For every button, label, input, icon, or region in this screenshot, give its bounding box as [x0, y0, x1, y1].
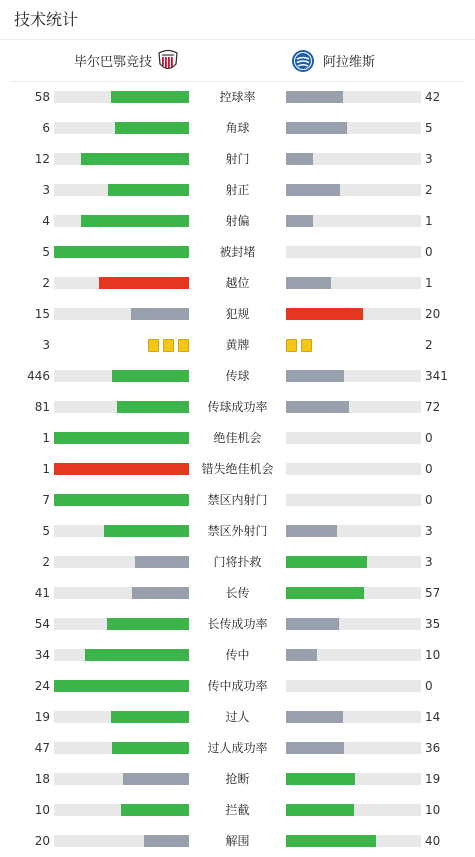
page-title: 技术统计: [0, 0, 475, 40]
home-bar-track: [54, 246, 189, 258]
stat-label: 拦截: [225, 803, 250, 817]
home-value: 4: [42, 214, 50, 228]
away-bar-track: [286, 525, 421, 537]
home-bar-fill: [144, 835, 189, 847]
home-value: 18: [34, 772, 50, 786]
stat-label: 犯规: [225, 307, 250, 321]
teams-header: [10, 40, 465, 82]
away-value: 36: [425, 741, 441, 755]
away-bar-track: [286, 463, 421, 475]
home-team[interactable]: [74, 40, 180, 81]
home-value: 10: [34, 803, 50, 817]
stat-row: [0, 361, 475, 392]
stat-row: [0, 392, 475, 423]
away-value: 3: [425, 152, 433, 166]
home-value: 47: [34, 741, 50, 755]
stat-label: 长传成功率: [207, 617, 268, 631]
home-value: 5: [42, 524, 50, 538]
home-bar-track: [54, 680, 189, 692]
stat-label: 绝佳机会: [213, 431, 262, 445]
stat-row: [0, 175, 475, 206]
away-bar-track: [286, 91, 421, 103]
home-bar-track: [54, 587, 189, 599]
away-bar-fill: [286, 587, 364, 599]
away-value: 2: [425, 183, 433, 197]
yellow-card-icon: [286, 339, 297, 352]
home-bar-track: [54, 308, 189, 320]
stat-label: 传球: [225, 369, 250, 383]
home-bar-track: [54, 277, 189, 289]
away-bar-track: [286, 370, 421, 382]
away-bar-track: [286, 308, 421, 320]
away-bar-track: [286, 432, 421, 444]
stat-row: [0, 206, 475, 237]
stat-label: 长传: [225, 586, 250, 600]
away-value: 0: [425, 431, 433, 445]
away-bar-fill: [286, 835, 376, 847]
home-bar-track: [54, 153, 189, 165]
away-team[interactable]: [291, 40, 375, 81]
stat-row: [0, 578, 475, 609]
away-value: 3: [425, 555, 433, 569]
away-bar-fill: [286, 370, 344, 382]
away-bar-fill: [286, 618, 339, 630]
away-bar-fill: [286, 525, 337, 537]
away-bar-fill: [286, 649, 317, 661]
home-value: 2: [42, 555, 50, 569]
home-bar-fill: [54, 463, 189, 475]
away-bar-track: [286, 773, 421, 785]
stat-label: 射正: [225, 183, 250, 197]
stat-label: 禁区外射门: [207, 524, 268, 538]
yellow-card-icon: [163, 339, 174, 352]
stat-label: 禁区内射门: [207, 493, 268, 507]
away-value: 57: [425, 586, 441, 600]
away-value: 19: [425, 772, 441, 786]
home-bar-fill: [121, 804, 189, 816]
home-value: 34: [34, 648, 50, 662]
away-bar-fill: [286, 184, 340, 196]
home-bar-track: [54, 525, 189, 537]
away-value: 5: [425, 121, 433, 135]
stat-label: 传球成功率: [207, 400, 268, 414]
home-value: 15: [34, 307, 50, 321]
away-bar-fill: [286, 215, 313, 227]
home-yellow-cards: [144, 339, 189, 352]
home-bar-track: [54, 556, 189, 568]
away-value: 10: [425, 803, 441, 817]
home-value: 446: [27, 369, 50, 383]
stat-label: 控球率: [219, 90, 256, 104]
stat-row: [0, 144, 475, 175]
away-bar-track: [286, 711, 421, 723]
away-value: 0: [425, 462, 433, 476]
stat-row: [0, 795, 475, 826]
home-value: 12: [34, 152, 50, 166]
home-value: 6: [42, 121, 50, 135]
away-team-name: 阿拉维斯: [323, 55, 376, 70]
stat-label: 抢断: [225, 772, 250, 786]
home-bar-fill: [123, 773, 189, 785]
away-yellow-cards: [286, 339, 316, 352]
away-bar-track: [286, 649, 421, 661]
yellow-card-icon: [148, 339, 159, 352]
stat-label: 传中成功率: [207, 679, 268, 693]
away-bar-track: [286, 680, 421, 692]
stat-row: [0, 237, 475, 268]
home-value: 19: [34, 710, 50, 724]
away-bar-track: [286, 153, 421, 165]
away-value: 1: [425, 276, 433, 290]
yellow-card-icon: [301, 339, 312, 352]
stat-label: 错失绝佳机会: [201, 462, 274, 476]
home-value: 1: [42, 431, 50, 445]
home-value: 58: [34, 90, 50, 104]
home-bar-fill: [99, 277, 189, 289]
stat-row: [0, 299, 475, 330]
stat-label: 射偏: [225, 214, 250, 228]
away-bar-fill: [286, 401, 349, 413]
home-bar-fill: [54, 680, 189, 692]
home-value: 1: [42, 462, 50, 476]
stat-label: 过人成功率: [207, 741, 268, 755]
home-bar-fill: [104, 525, 189, 537]
home-bar-track: [54, 122, 189, 134]
away-bar-fill: [286, 91, 343, 103]
stat-row: [0, 423, 475, 454]
stat-label: 黄牌: [225, 338, 250, 352]
away-bar-fill: [286, 308, 363, 320]
home-value: 41: [34, 586, 50, 600]
stat-label: 越位: [225, 276, 250, 290]
away-value: 10: [425, 648, 441, 662]
home-bar-track: [54, 804, 189, 816]
stats-list: [0, 82, 475, 857]
stat-row: [0, 516, 475, 547]
stat-label: 射门: [225, 152, 250, 166]
home-bar-fill: [85, 649, 189, 661]
away-bar-fill: [286, 556, 367, 568]
stat-row: [0, 764, 475, 795]
home-value: 3: [42, 338, 50, 352]
away-bar-fill: [286, 711, 343, 723]
stat-row: [0, 826, 475, 857]
home-bar-track: [54, 432, 189, 444]
stat-label: 角球: [225, 121, 250, 135]
away-bar-track: [286, 122, 421, 134]
home-bar-track: [54, 742, 189, 754]
stat-row: [0, 82, 475, 113]
athletic-bilbao-crest-icon: [156, 49, 180, 73]
home-value: 5: [42, 245, 50, 259]
home-value: 3: [42, 183, 50, 197]
away-bar-fill: [286, 153, 313, 165]
away-value: 35: [425, 617, 441, 631]
stat-row: [0, 330, 475, 361]
home-bar-track: [54, 494, 189, 506]
away-value: 40: [425, 834, 441, 848]
away-bar-fill: [286, 277, 331, 289]
away-bar-track: [286, 184, 421, 196]
home-bar-fill: [54, 494, 189, 506]
home-team-name: 毕尔巴鄂竞技: [73, 55, 152, 70]
home-bar-fill: [108, 184, 189, 196]
stat-row: [0, 702, 475, 733]
away-bar-track: [286, 618, 421, 630]
away-bar-track: [286, 835, 421, 847]
home-bar-track: [54, 370, 189, 382]
home-bar-track: [54, 215, 189, 227]
away-value: 14: [425, 710, 441, 724]
stat-row: [0, 485, 475, 516]
stat-label: 门将扑救: [213, 555, 262, 569]
away-value: 2: [425, 338, 433, 352]
stat-row: [0, 268, 475, 299]
home-value: 24: [34, 679, 50, 693]
home-bar-fill: [54, 432, 189, 444]
home-bar-fill: [111, 711, 189, 723]
stat-label: 被封堵: [219, 245, 256, 259]
home-bar-fill: [81, 215, 189, 227]
home-bar-track: [54, 184, 189, 196]
home-bar-track: [54, 91, 189, 103]
away-bar-fill: [286, 742, 344, 754]
away-bar-track: [286, 277, 421, 289]
away-bar-fill: [286, 773, 355, 785]
stat-row: [0, 733, 475, 764]
home-value: 54: [34, 617, 50, 631]
away-value: 0: [425, 245, 433, 259]
away-bar-fill: [286, 122, 347, 134]
stat-row: [0, 640, 475, 671]
home-bar-track: [54, 401, 189, 413]
away-bar-fill: [286, 804, 354, 816]
home-value: 20: [34, 834, 50, 848]
stat-row: [0, 113, 475, 144]
home-bar-track: [54, 649, 189, 661]
stat-row: [0, 547, 475, 578]
home-bar-fill: [131, 308, 189, 320]
home-bar-fill: [132, 587, 189, 599]
home-bar-fill: [112, 370, 189, 382]
stat-row: [0, 609, 475, 640]
away-value: 0: [425, 493, 433, 507]
home-bar-fill: [112, 742, 189, 754]
away-bar-track: [286, 587, 421, 599]
home-bar-track: [54, 711, 189, 723]
away-bar-track: [286, 215, 421, 227]
away-bar-track: [286, 401, 421, 413]
home-bar-fill: [111, 91, 189, 103]
away-bar-track: [286, 556, 421, 568]
home-bar-fill: [115, 122, 189, 134]
stat-label: 传中: [225, 648, 250, 662]
home-bar-fill: [117, 401, 189, 413]
yellow-card-icon: [178, 339, 189, 352]
stat-label: 解围: [225, 834, 250, 848]
away-value: 341: [425, 369, 448, 383]
stat-label: 过人: [225, 710, 250, 724]
away-bar-track: [286, 742, 421, 754]
home-value: 2: [42, 276, 50, 290]
away-bar-track: [286, 804, 421, 816]
home-bar-track: [54, 463, 189, 475]
home-bar-fill: [81, 153, 189, 165]
stat-row: [0, 671, 475, 702]
home-bar-track: [54, 773, 189, 785]
stat-row: [0, 454, 475, 485]
alaves-crest-icon: [291, 49, 315, 73]
away-bar-track: [286, 246, 421, 258]
home-bar-track: [54, 618, 189, 630]
away-value: 20: [425, 307, 441, 321]
away-value: 1: [425, 214, 433, 228]
home-bar-fill: [54, 246, 189, 258]
away-value: 3: [425, 524, 433, 538]
away-value: 0: [425, 679, 433, 693]
away-value: 42: [425, 90, 441, 104]
away-value: 72: [425, 400, 441, 414]
away-bar-track: [286, 494, 421, 506]
home-bar-fill: [135, 556, 189, 568]
home-value: 81: [34, 400, 50, 414]
home-value: 7: [42, 493, 50, 507]
home-bar-track: [54, 835, 189, 847]
home-bar-fill: [107, 618, 189, 630]
